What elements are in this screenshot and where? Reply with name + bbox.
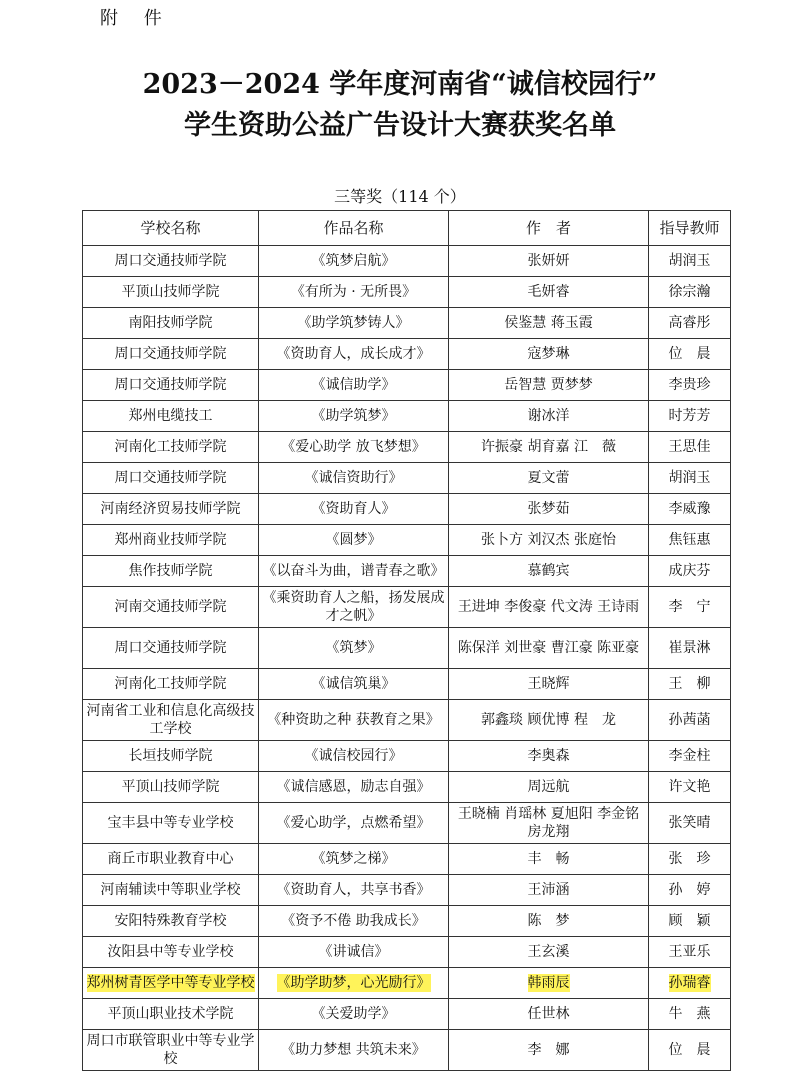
table-row (83, 525, 731, 556)
teacher-cell: 焦钰惠 (649, 525, 731, 556)
work-cell: 《资予不倦 助我成长》 (259, 906, 449, 937)
school-cell (83, 968, 259, 999)
table-row (83, 700, 731, 741)
work-cell: 《关爱助学》 (259, 999, 449, 1030)
teacher-cell: 张笑晴 (649, 803, 731, 844)
work-cell: 《乘资助育人之船，扬发展成才之帆》 (259, 587, 449, 628)
teacher-cell: 徐宗瀚 (649, 277, 731, 308)
school-cell: 汝阳县中等专业学校 (83, 937, 259, 968)
school-cell: 河南省工业和信息化高级技工学校 (83, 700, 259, 741)
work-cell: 《诚信助学》 (259, 370, 449, 401)
author-cell: 郭鑫琰 顾优博 程 龙 (449, 700, 649, 741)
author-cell: 王晓楠 肖瑶林 夏旭阳 李金铭 房龙翔 (449, 803, 649, 844)
highlighted-work: 《助学助梦，心光励行》 (276, 975, 431, 991)
school-cell: 宝丰县中等专业学校 (83, 803, 259, 844)
column-header-teacher: 指导教师 (649, 211, 731, 246)
title-line-2: 学生资助公益广告设计大赛获奖名单 (184, 110, 616, 141)
author-cell: 李奥森 (449, 741, 649, 772)
school-cell: 焦作技师学院 (83, 556, 259, 587)
teacher-cell: 孙 婷 (649, 875, 731, 906)
school-cell: 周口交通技师学院 (83, 370, 259, 401)
work-cell: 《诚信校园行》 (259, 741, 449, 772)
teacher-cell: 崔景淋 (649, 628, 731, 669)
work-cell: 《圆梦》 (259, 525, 449, 556)
table-row (83, 906, 731, 937)
table-row (83, 401, 731, 432)
table-row (83, 772, 731, 803)
teacher-cell: 张 珍 (649, 844, 731, 875)
work-cell: 《助学筑梦铸人》 (259, 308, 449, 339)
teacher-cell: 许文艳 (649, 772, 731, 803)
work-cell: 《爱心助学 放飞梦想》 (259, 432, 449, 463)
award-subtitle: 三等奖（114 个） (334, 187, 466, 206)
school-cell: 周口交通技师学院 (83, 246, 259, 277)
author-cell: 张妍妍 (449, 246, 649, 277)
author-cell: 岳智慧 贾梦梦 (449, 370, 649, 401)
school-cell: 平顶山技师学院 (83, 277, 259, 308)
school-cell: 安阳特殊教育学校 (83, 906, 259, 937)
work-cell: 《诚信感恩，励志自强》 (259, 772, 449, 803)
highlighted-school: 郑州树青医学中等专业学校 (86, 975, 255, 991)
work-cell: 《筑梦之梯》 (259, 844, 449, 875)
teacher-cell: 顾 颖 (649, 906, 731, 937)
column-header-author: 作 者 (449, 211, 649, 246)
table-row (83, 463, 731, 494)
author-cell: 张梦茹 (449, 494, 649, 525)
school-cell: 河南经济贸易技师学院 (83, 494, 259, 525)
school-cell: 河南交通技师学院 (83, 587, 259, 628)
table-row (83, 339, 731, 370)
work-cell: 《助学筑梦》 (259, 401, 449, 432)
teacher-cell: 李 宁 (649, 587, 731, 628)
school-cell: 平顶山技师学院 (83, 772, 259, 803)
author-cell: 丰 畅 (449, 844, 649, 875)
author-cell: 谢冰洋 (449, 401, 649, 432)
work-cell: 《资助育人》 (259, 494, 449, 525)
school-cell: 周口交通技师学院 (83, 463, 259, 494)
author-cell: 任世林 (449, 999, 649, 1030)
school-cell: 周口市联管职业中等专业学校 (83, 1030, 259, 1071)
author-cell: 侯鉴慧 蒋玉霞 (449, 308, 649, 339)
author-cell: 夏文蕾 (449, 463, 649, 494)
school-cell: 平顶山职业技术学院 (83, 999, 259, 1030)
table-row (83, 246, 731, 277)
author-cell: 王玄溪 (449, 937, 649, 968)
teacher-cell: 李威豫 (649, 494, 731, 525)
highlighted-teacher: 孙瑞睿 (668, 975, 711, 991)
author-cell: 王沛涵 (449, 875, 649, 906)
table-row (83, 308, 731, 339)
table-row (83, 1030, 731, 1071)
table-row (83, 494, 731, 525)
work-cell: 《爱心助学，点燃希望》 (259, 803, 449, 844)
work-cell: 《以奋斗为曲，谱青春之歌》 (259, 556, 449, 587)
table-row (83, 277, 731, 308)
teacher-cell: 王思佳 (649, 432, 731, 463)
author-cell: 李 娜 (449, 1030, 649, 1071)
table-row (83, 628, 731, 669)
school-cell: 郑州商业技师学院 (83, 525, 259, 556)
table-row (83, 741, 731, 772)
school-cell: 南阳技师学院 (83, 308, 259, 339)
work-cell: 《诚信筑巢》 (259, 669, 449, 700)
author-cell: 陈保洋 刘世豪 曹江豪 陈亚豪 (449, 628, 649, 669)
table-row (83, 432, 731, 463)
teacher-cell: 李贵珍 (649, 370, 731, 401)
work-cell: 《诚信资助行》 (259, 463, 449, 494)
school-cell: 周口交通技师学院 (83, 339, 259, 370)
author-cell: 王进坤 李俊豪 代文涛 王诗雨 (449, 587, 649, 628)
author-cell: 许振豪 胡育嘉 江 薇 (449, 432, 649, 463)
teacher-cell: 位 晨 (649, 339, 731, 370)
school-cell: 河南辅读中等职业学校 (83, 875, 259, 906)
work-cell: 《资助育人，共享书香》 (259, 875, 449, 906)
work-cell: 《讲诚信》 (259, 937, 449, 968)
highlighted-author: 韩雨辰 (527, 975, 570, 991)
table-row (83, 803, 731, 844)
work-cell: 《种资助之种 获教育之果》 (259, 700, 449, 741)
award-table (82, 210, 731, 1071)
work-cell: 《筑梦》 (259, 628, 449, 669)
work-cell (259, 968, 449, 999)
author-cell: 陈 梦 (449, 906, 649, 937)
school-cell: 郑州电缆技工 (83, 401, 259, 432)
school-cell: 河南化工技师学院 (83, 669, 259, 700)
column-header-school: 学校名称 (83, 211, 259, 246)
teacher-cell: 孙茜菡 (649, 700, 731, 741)
teacher-cell: 高睿彤 (649, 308, 731, 339)
school-cell: 商丘市职业教育中心 (83, 844, 259, 875)
table-row (83, 556, 731, 587)
table-row (83, 937, 731, 968)
author-cell: 寇梦琳 (449, 339, 649, 370)
attachment-label: 附 件 (100, 8, 172, 29)
teacher-cell: 王 柳 (649, 669, 731, 700)
work-cell: 《筑梦启航》 (259, 246, 449, 277)
author-cell: 张卜方 刘汉杰 张庭怡 (449, 525, 649, 556)
school-cell: 周口交通技师学院 (83, 628, 259, 669)
table-row (83, 370, 731, 401)
work-cell: 《有所为 · 无所畏》 (259, 277, 449, 308)
table-row (83, 669, 731, 700)
teacher-cell: 成庆芬 (649, 556, 731, 587)
table-row (83, 999, 731, 1030)
work-cell: 《助力梦想 共筑未来》 (259, 1030, 449, 1071)
teacher-cell: 位 晨 (649, 1030, 731, 1071)
teacher-cell: 牛 燕 (649, 999, 731, 1030)
table-row (83, 587, 731, 628)
table-row (83, 844, 731, 875)
author-cell: 毛妍睿 (449, 277, 649, 308)
table-row (83, 875, 731, 906)
table-row-highlighted (83, 968, 731, 999)
author-cell: 慕鹤宾 (449, 556, 649, 587)
author-cell: 周远航 (449, 772, 649, 803)
school-cell: 河南化工技师学院 (83, 432, 259, 463)
teacher-cell: 胡润玉 (649, 246, 731, 277)
author-cell: 王晓辉 (449, 669, 649, 700)
teacher-cell: 李金柱 (649, 741, 731, 772)
title-line-1: 2023－2024 学年度河南省“诚信校园行” (142, 69, 658, 100)
school-cell: 长垣技师学院 (83, 741, 259, 772)
teacher-cell (649, 968, 731, 999)
work-cell: 《资助育人，成长成才》 (259, 339, 449, 370)
author-cell (449, 968, 649, 999)
column-header-work: 作品名称 (259, 211, 449, 246)
teacher-cell: 胡润玉 (649, 463, 731, 494)
teacher-cell: 时芳芳 (649, 401, 731, 432)
table-header-row (83, 211, 731, 246)
teacher-cell: 王亚乐 (649, 937, 731, 968)
